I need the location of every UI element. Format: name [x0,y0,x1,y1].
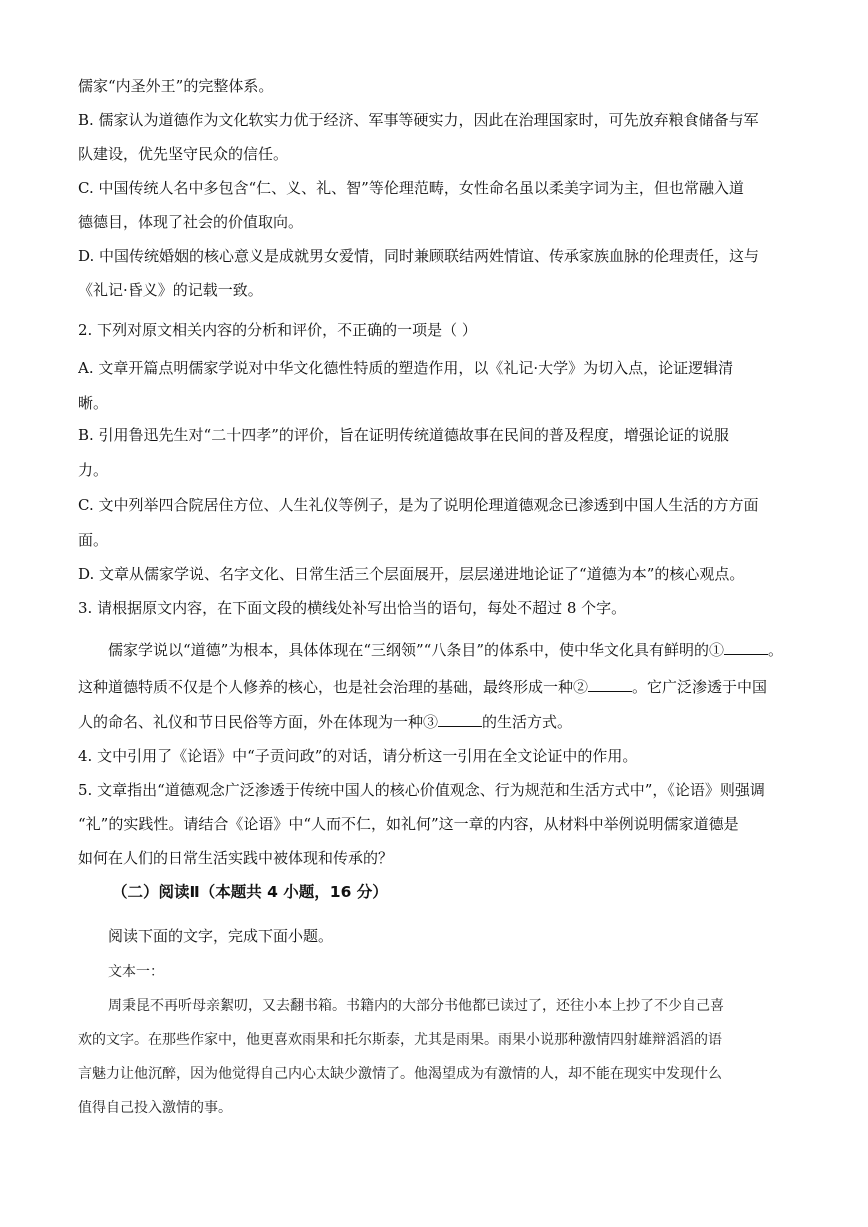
q3-blank-2[interactable] [588,677,632,692]
q4-stem: 4. 文中引用了《论语》中“子贡问政”的对话，请分析这一引用在全文论证中的作用。 [78,747,638,765]
q3-passage-text: 人的命名、礼仪和节日民俗等方面，外在体现为一种③ [78,713,439,731]
text-label: 文本一： [108,964,164,980]
q2-option-d: D. 文章从儒家学说、名字文化、日常生活三个层面展开，层层递进地论证了“道德为本”的核心观点。 [78,565,745,583]
q3-passage-text: 。 [768,641,784,659]
q1-option-a-continuation: 儒家“内圣外王”的完整体系。 [78,77,274,95]
q1-option-d-line1: D. 中国传统婚姻的核心意义是成就男女爱情，同时兼顾联结两姓情谊、传承家族血脉的伦理责任，这与 [78,247,760,265]
q3-passage-text: 。它广泛渗透于中国 [632,678,768,696]
q5-line3: 如何在人们的日常生活实践中被体现和传承的？ [78,849,394,867]
q3-passage-line3 [78,712,790,732]
q2-option-b-line2: 力。 [78,461,109,479]
q1-option-c-line1: C. 中国传统人名中多包含“仁、义、礼、智”等伦理范畴，女性命名虽以柔美字词为主，但也常融入道 [78,179,744,197]
q3-passage-text: 的生活方式。 [482,713,573,731]
q3-passage-line1 [108,640,798,660]
q1-option-c-line2: 德德目，体现了社会的价值取向。 [78,213,304,231]
q5-line2: “礼”的实践性。请结合《论语》中“人而不仁，如礼何”这一章的内容，从材料中举例说明儒家道德是 [78,815,739,833]
passage-line4: 值得自己投入激情的事。 [78,1100,232,1116]
q2-stem: 2. 下列对原文相关内容的分析和评价，不正确的一项是（ ） [78,321,477,339]
q3-blank-1[interactable] [724,640,768,655]
q2-option-b-line1: B. 引用鲁迅先生对“二十四孝”的评价，旨在证明传统道德故事在民间的普及程度，增强论证的说服 [78,426,729,444]
q3-stem: 3. 请根据原文内容，在下面文段的横线处补写出恰当的语句，每处不超过 8 个字。 [78,599,627,617]
section-instruction: 阅读下面的文字，完成下面小题。 [108,927,334,945]
passage-line2: 欢的文字。在那些作家中，他更喜欢雨果和托尔斯泰，尤其是雨果。雨果小说那种激情四射雄辩滔滔的语 [78,1032,722,1048]
q3-passage-text: 这种道德特质不仅是个人修养的核心，也是社会治理的基础，最终形成一种② [78,678,589,696]
q1-option-b-line2: 队建设，优先坚守民众的信任。 [78,145,289,163]
passage-line3: 言魅力让他沉醉，因为他觉得自己内心太缺少激情了。他渴望成为有激情的人，却不能在现实中发现什么 [78,1066,722,1082]
q3-passage-line2 [78,677,790,697]
q3-passage-text: 儒家学说以“道德”为根本，具体体现在“三纲领”“八条目”的体系中，使中华文化具有鲜明的① [108,641,725,659]
q1-option-d-line2: 《礼记·昏义》的记载一致。 [78,281,263,299]
section-heading: （二）阅读Ⅱ（本题共 4 小题，16 分） [112,883,388,901]
q2-option-a-line1: A. 文章开篇点明儒家学说对中华文化德性特质的塑造作用，以《礼记·大学》为切入点，论证逻辑清 [78,359,734,377]
q2-option-c-line1: C. 文中列举四合院居住方位、人生礼仪等例子，是为了说明伦理道德观念已渗透到中国人生活的方方面 [78,496,759,514]
q1-option-b-line1: B. 儒家认为道德作为文化软实力优于经济、军事等硬实力，因此在治理国家时，可先放弃粮食储备与军 [78,111,759,129]
passage-line1: 周秉昆不再听母亲絮叨，又去翻书箱。书籍内的大部分书他都已读过了，还往小本上抄了不少自己喜 [108,998,724,1014]
q2-option-a-line2: 晰。 [78,394,109,412]
q5-line1: 5. 文章指出“道德观念广泛渗透于传统中国人的核心价值观念、行为规范和生活方式中”，《论语》则强调 [78,781,765,799]
q3-blank-3[interactable] [438,712,482,727]
q2-option-c-line2: 面。 [78,531,109,549]
